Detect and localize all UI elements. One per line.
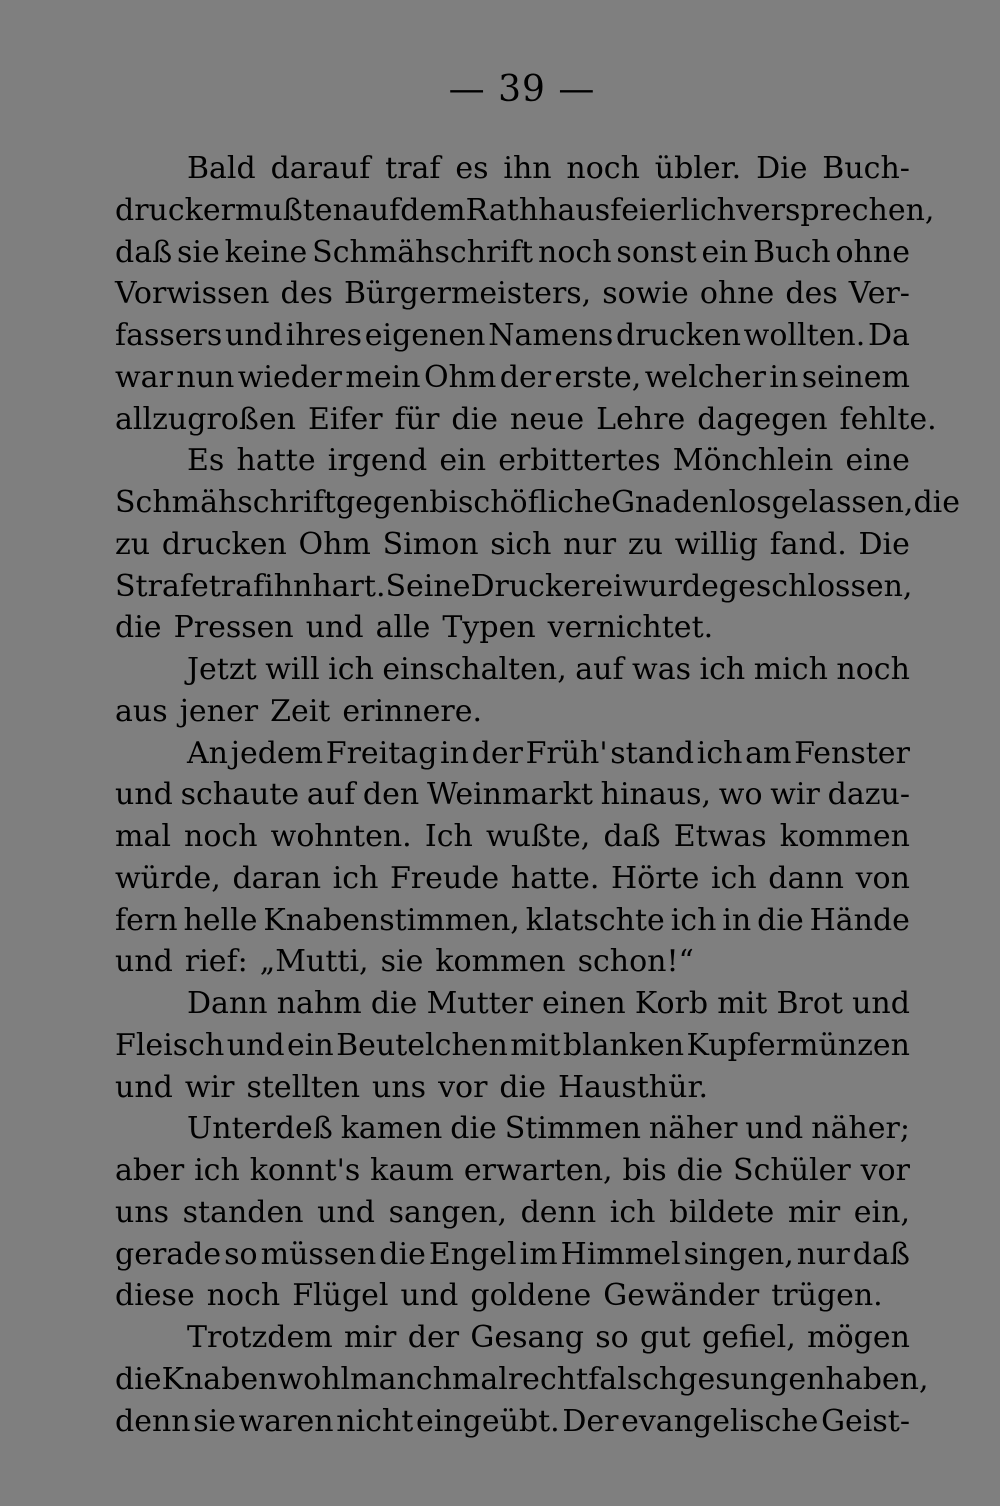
word: nahm bbox=[276, 986, 362, 1021]
word: die bbox=[450, 1111, 497, 1147]
word: Pressen bbox=[173, 610, 294, 646]
word: Fleisch bbox=[115, 1027, 225, 1063]
word: will bbox=[265, 652, 320, 687]
text-line bbox=[115, 1025, 910, 1067]
word: Schmähschrift bbox=[115, 485, 336, 520]
body-text bbox=[115, 148, 960, 1442]
word: Die bbox=[756, 151, 808, 186]
word: der bbox=[499, 359, 552, 395]
word: so bbox=[224, 1236, 258, 1272]
page-number: — 39 — bbox=[448, 69, 596, 110]
word: Ohm bbox=[298, 526, 371, 562]
word: wurde bbox=[622, 568, 719, 604]
word: gegen bbox=[335, 485, 430, 520]
word: müssen bbox=[260, 1236, 377, 1272]
word: ich bbox=[609, 1194, 656, 1230]
text-line bbox=[115, 900, 910, 942]
word: irgend bbox=[327, 443, 428, 479]
word: konnt's bbox=[249, 1153, 361, 1188]
text-line bbox=[115, 232, 910, 274]
text-line bbox=[115, 607, 910, 649]
word: trügen. bbox=[771, 1278, 883, 1314]
word: eigenen bbox=[364, 318, 486, 353]
word: Da bbox=[867, 318, 910, 353]
word: Kupfermünzen bbox=[686, 1027, 910, 1063]
word: ich bbox=[710, 860, 757, 896]
word: drucken bbox=[161, 526, 287, 562]
text-line bbox=[115, 774, 910, 816]
word: und bbox=[115, 944, 173, 980]
word: goldene bbox=[470, 1278, 592, 1314]
word: auf bbox=[351, 192, 401, 228]
word: Gnaden bbox=[611, 485, 729, 520]
word: nicht bbox=[336, 1403, 414, 1439]
word: dann bbox=[768, 860, 844, 896]
word: Gesang bbox=[470, 1320, 584, 1355]
word: schon!“ bbox=[577, 944, 694, 980]
word: ein, bbox=[853, 1194, 910, 1230]
word: Es bbox=[187, 443, 225, 479]
word: ihres bbox=[285, 318, 363, 353]
word: Schmähschrift bbox=[312, 234, 534, 270]
word: gut bbox=[640, 1320, 691, 1355]
word: daß bbox=[603, 819, 661, 854]
word: bildete bbox=[669, 1194, 775, 1230]
word: die bbox=[370, 986, 418, 1021]
word: eingeübt. bbox=[415, 1403, 560, 1439]
text-line bbox=[115, 1108, 910, 1150]
word: erste, bbox=[554, 359, 642, 395]
word: wußte, bbox=[485, 819, 591, 854]
word: schaute bbox=[180, 777, 300, 813]
word: ohne bbox=[835, 234, 910, 270]
text-line bbox=[115, 858, 910, 900]
word: keine bbox=[224, 234, 308, 270]
text-line bbox=[115, 1359, 929, 1401]
word: kaum bbox=[370, 1153, 455, 1188]
word: Gewänder bbox=[603, 1278, 760, 1314]
word: mir bbox=[787, 1194, 841, 1230]
word: in bbox=[722, 902, 752, 938]
word: Mutter bbox=[426, 986, 533, 1021]
word: mich bbox=[753, 652, 828, 687]
word: wo bbox=[718, 777, 763, 813]
word: Namens bbox=[488, 318, 614, 353]
word: Ver- bbox=[848, 276, 910, 312]
word: standen bbox=[182, 1194, 304, 1230]
word: mal bbox=[115, 819, 171, 854]
word: versprechen, bbox=[735, 192, 935, 228]
word: ich bbox=[332, 860, 379, 896]
word: wir bbox=[184, 1069, 235, 1105]
word: Geist- bbox=[821, 1403, 910, 1439]
word: Lehre bbox=[596, 401, 686, 437]
word: die bbox=[757, 902, 804, 938]
word: jedem bbox=[230, 735, 324, 771]
text-line bbox=[115, 1192, 910, 1234]
word: noch bbox=[836, 652, 910, 687]
word: die bbox=[115, 1361, 162, 1397]
word: übler. bbox=[654, 151, 742, 186]
word: ich bbox=[194, 1153, 240, 1188]
word: Vorwissen bbox=[115, 276, 270, 312]
word: Himmel bbox=[560, 1236, 681, 1272]
word: aus bbox=[115, 693, 168, 729]
word: zu bbox=[115, 526, 151, 562]
word: feierlich bbox=[610, 192, 736, 228]
word: sich bbox=[490, 526, 552, 562]
word: Bürgermeisters, bbox=[343, 276, 592, 312]
word: Eifer bbox=[307, 401, 383, 437]
word: und bbox=[226, 1027, 285, 1063]
word: der bbox=[407, 1320, 460, 1355]
word: hinaus, bbox=[600, 777, 712, 813]
word: fern bbox=[115, 902, 178, 938]
text-line bbox=[115, 691, 910, 733]
word: Bald bbox=[187, 151, 256, 186]
word: gefiel, bbox=[701, 1320, 796, 1355]
word: nun bbox=[176, 359, 235, 395]
word: wohl bbox=[277, 1361, 351, 1397]
word: Ohm bbox=[423, 359, 497, 395]
word: Strafe bbox=[115, 568, 209, 604]
word: darauf bbox=[270, 151, 371, 186]
text-line bbox=[115, 1234, 910, 1276]
word: wohnten. bbox=[270, 819, 412, 854]
word: wieder bbox=[237, 359, 343, 395]
word: singen, bbox=[683, 1236, 794, 1272]
word: ohne bbox=[699, 276, 775, 312]
word: Schüler bbox=[733, 1153, 851, 1188]
word: gesungen bbox=[678, 1361, 826, 1397]
word: daß bbox=[852, 1236, 910, 1272]
word: falsch bbox=[588, 1361, 679, 1397]
word: nur bbox=[796, 1236, 850, 1272]
word: hatte bbox=[236, 443, 316, 479]
word: denn bbox=[115, 1403, 191, 1439]
word: im bbox=[519, 1236, 558, 1272]
word: Dann bbox=[187, 986, 268, 1021]
word: recht bbox=[507, 1361, 589, 1397]
word: sie bbox=[380, 944, 424, 980]
text-line bbox=[115, 315, 910, 357]
word: des bbox=[785, 276, 838, 312]
word: traf bbox=[208, 568, 265, 604]
word: wir bbox=[770, 777, 820, 813]
word: würde, bbox=[115, 860, 221, 896]
word: noch bbox=[206, 1278, 281, 1314]
word: daran bbox=[232, 860, 322, 896]
word: Unterdeß bbox=[187, 1111, 333, 1147]
word: Druckerei bbox=[470, 568, 623, 604]
word: bischöfliche bbox=[429, 485, 612, 520]
text-line bbox=[115, 482, 960, 524]
word: die bbox=[379, 1236, 426, 1272]
word: ich bbox=[699, 652, 746, 687]
word: wollten. bbox=[743, 318, 866, 353]
word: ihn bbox=[503, 151, 552, 186]
word: ich bbox=[328, 652, 374, 687]
word: Hausthür. bbox=[557, 1069, 709, 1105]
word: ich bbox=[670, 902, 717, 938]
word: Weinmarkt bbox=[426, 777, 593, 813]
text-line bbox=[115, 816, 910, 858]
text-line bbox=[115, 1067, 910, 1109]
word: welcher bbox=[644, 359, 766, 395]
word: Engel bbox=[428, 1236, 517, 1272]
text-line bbox=[115, 1317, 910, 1359]
word: evangelische bbox=[621, 1403, 819, 1439]
word: der bbox=[471, 735, 523, 771]
word: Flügel bbox=[292, 1278, 389, 1314]
word: klatschte bbox=[525, 902, 665, 938]
word: von bbox=[855, 860, 910, 896]
word: stand bbox=[610, 735, 695, 771]
word: in bbox=[769, 359, 799, 395]
word: Früh' bbox=[525, 735, 608, 771]
text-line bbox=[115, 148, 910, 190]
word: es bbox=[455, 151, 489, 186]
word: Typen bbox=[442, 610, 536, 646]
word: einen bbox=[541, 986, 626, 1021]
word: und bbox=[115, 777, 173, 813]
word: Korb bbox=[634, 986, 709, 1021]
word: gerade bbox=[115, 1236, 222, 1272]
word: hatte. bbox=[510, 860, 600, 896]
text-line bbox=[115, 524, 910, 566]
word: sie bbox=[177, 234, 220, 270]
word: traf bbox=[385, 151, 441, 186]
word: dem bbox=[400, 192, 466, 228]
word: einschalten, bbox=[382, 652, 567, 687]
word: und bbox=[317, 1194, 375, 1230]
word: die bbox=[499, 1069, 546, 1105]
word: und bbox=[225, 318, 283, 353]
word: vor bbox=[438, 1069, 488, 1105]
word: Ich bbox=[424, 819, 473, 854]
word: Die bbox=[858, 526, 910, 562]
word: sowie bbox=[602, 276, 689, 312]
word: kommen bbox=[435, 944, 566, 980]
word: am bbox=[745, 735, 792, 771]
word: uns bbox=[372, 1069, 427, 1105]
word: Freitag bbox=[325, 735, 438, 771]
word: und bbox=[400, 1278, 459, 1314]
word: des bbox=[280, 276, 333, 312]
word: näher; bbox=[811, 1111, 910, 1147]
text-line bbox=[115, 357, 910, 399]
word: Freude bbox=[389, 860, 500, 896]
word: bis bbox=[622, 1153, 667, 1188]
word: mit bbox=[717, 986, 768, 1021]
word: losgelassen, bbox=[728, 485, 914, 520]
word: aber bbox=[115, 1153, 185, 1188]
word: war bbox=[115, 359, 173, 395]
word: noch bbox=[566, 151, 640, 186]
word: die bbox=[913, 485, 960, 520]
word: ein bbox=[701, 234, 749, 270]
word: alle bbox=[375, 610, 431, 646]
word: erinnere. bbox=[342, 693, 483, 729]
word: Rathhaus bbox=[465, 192, 611, 228]
word: ein bbox=[287, 1027, 334, 1063]
text-line bbox=[115, 941, 910, 983]
word: Fenster bbox=[794, 735, 910, 771]
word: jener bbox=[179, 693, 259, 729]
word: und bbox=[852, 986, 910, 1021]
word: dazu- bbox=[827, 777, 910, 813]
word: sonst bbox=[616, 234, 697, 270]
word: sangen, bbox=[388, 1194, 507, 1230]
word: Trotzdem bbox=[187, 1320, 333, 1355]
word: ihn bbox=[264, 568, 313, 604]
word: fassers bbox=[115, 318, 223, 353]
word: „Mutti, bbox=[259, 944, 369, 980]
word: denn bbox=[520, 1194, 597, 1230]
text-line bbox=[115, 440, 910, 482]
word: drucker bbox=[115, 192, 235, 228]
word: uns bbox=[115, 1194, 170, 1230]
word: mein bbox=[345, 359, 421, 395]
word: fehlte. bbox=[839, 401, 937, 437]
word: An bbox=[187, 735, 228, 771]
word: erwarten, bbox=[463, 1153, 613, 1188]
word: noch bbox=[184, 819, 258, 854]
word: kommen bbox=[779, 819, 910, 854]
word: kamen bbox=[340, 1111, 443, 1147]
text-line bbox=[115, 649, 910, 691]
word: erbittertes bbox=[498, 443, 661, 479]
word: haben, bbox=[825, 1361, 929, 1397]
word: ich bbox=[696, 735, 743, 771]
word: den bbox=[362, 777, 420, 813]
word: manchmal bbox=[350, 1361, 508, 1397]
text-line bbox=[115, 733, 910, 775]
word: Stimmen bbox=[504, 1111, 641, 1147]
text-line bbox=[115, 399, 937, 441]
word: eine bbox=[845, 443, 910, 479]
word: mußten bbox=[234, 192, 352, 228]
word: diese bbox=[115, 1278, 195, 1314]
word: stellten bbox=[246, 1069, 361, 1105]
word: mit bbox=[510, 1027, 561, 1063]
word: nur bbox=[563, 526, 617, 562]
word: noch bbox=[538, 234, 612, 270]
word: näher bbox=[648, 1111, 738, 1147]
word: hart. bbox=[312, 568, 386, 604]
word: waren bbox=[238, 1403, 334, 1439]
word: mir bbox=[344, 1320, 397, 1355]
text-line bbox=[115, 566, 913, 608]
word: seinem bbox=[801, 359, 910, 395]
word: und bbox=[305, 610, 364, 646]
word: ein bbox=[439, 443, 487, 479]
word: Brot bbox=[776, 986, 843, 1021]
word: Knaben bbox=[161, 1361, 278, 1397]
text-line bbox=[115, 983, 910, 1025]
word: daß bbox=[115, 234, 173, 270]
word: die bbox=[676, 1153, 724, 1188]
word: Buch- bbox=[822, 151, 910, 186]
word: fand. bbox=[769, 526, 847, 562]
word: so bbox=[595, 1320, 629, 1355]
word: vor bbox=[860, 1153, 910, 1188]
word: die bbox=[451, 401, 498, 437]
text-line bbox=[115, 273, 910, 315]
word: Jetzt bbox=[187, 652, 257, 687]
text-line bbox=[115, 1401, 910, 1443]
word: in bbox=[440, 735, 469, 771]
text-line bbox=[115, 1150, 910, 1192]
word: vernichtet. bbox=[547, 610, 714, 646]
word: Der bbox=[562, 1403, 619, 1439]
word: und bbox=[745, 1111, 804, 1147]
word: Mönchlein bbox=[672, 443, 834, 479]
word: mögen bbox=[807, 1320, 910, 1355]
word: Etwas bbox=[673, 819, 767, 854]
word: auf bbox=[306, 777, 356, 813]
word: drucken bbox=[615, 318, 741, 353]
word: auf bbox=[575, 652, 624, 687]
word: Hände bbox=[809, 902, 910, 938]
word: Zeit bbox=[270, 693, 331, 729]
word: allzugroßen bbox=[115, 401, 296, 437]
word: Seine bbox=[385, 568, 471, 604]
word: Hörte bbox=[610, 860, 700, 896]
word: die bbox=[115, 610, 162, 646]
word: geschlossen, bbox=[718, 568, 913, 604]
word: dagegen bbox=[697, 401, 828, 437]
word: blanken bbox=[562, 1027, 685, 1063]
word: was bbox=[632, 652, 692, 687]
word: rief: bbox=[184, 944, 248, 980]
word: für bbox=[394, 401, 440, 437]
word: willig bbox=[674, 526, 758, 562]
word: Simon bbox=[382, 526, 479, 562]
word: neue bbox=[509, 401, 585, 437]
word: Beutelchen bbox=[336, 1027, 508, 1063]
word: helle bbox=[183, 902, 258, 938]
word: sie bbox=[193, 1403, 236, 1439]
word: Buch bbox=[753, 234, 831, 270]
word: zu bbox=[627, 526, 663, 562]
text-line bbox=[115, 1275, 910, 1317]
text-line bbox=[115, 190, 935, 232]
word: Knabenstimmen, bbox=[263, 902, 520, 938]
word: und bbox=[115, 1069, 173, 1105]
